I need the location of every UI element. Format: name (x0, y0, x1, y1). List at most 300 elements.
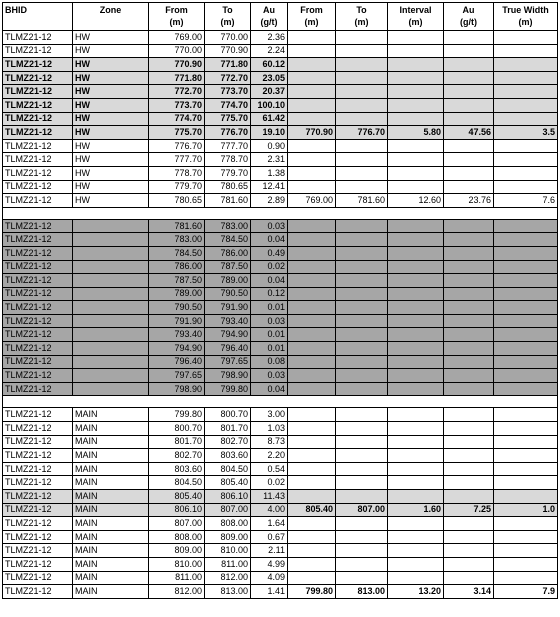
cell-from-composite (288, 369, 336, 383)
cell-from: 774.70 (149, 112, 205, 126)
cell-bhid: TLMZ21-12 (3, 71, 73, 85)
cell-bhid: TLMZ21-12 (3, 314, 73, 328)
cell-to-composite (336, 287, 388, 301)
cell-bhid: TLMZ21-12 (3, 139, 73, 153)
cell-bhid: TLMZ21-12 (3, 44, 73, 58)
cell-to-composite (336, 328, 388, 342)
cell-bhid: TLMZ21-12 (3, 503, 73, 517)
cell-to: 805.40 (205, 476, 251, 490)
cell-zone: HW (73, 166, 149, 180)
cell-bhid: TLMZ21-12 (3, 517, 73, 531)
cell-true-width (494, 490, 558, 504)
cell-bhid: TLMZ21-12 (3, 31, 73, 45)
cell-interval (388, 233, 444, 247)
table-row (3, 194, 558, 208)
cell-zone: MAIN (73, 490, 149, 504)
cell-interval (388, 166, 444, 180)
cell-au-composite (444, 58, 494, 72)
cell-to-composite (336, 85, 388, 99)
cell-bhid: TLMZ21-12 (3, 571, 73, 585)
table-row (3, 314, 558, 328)
cell-zone: HW (73, 126, 149, 140)
cell-au: 0.01 (251, 342, 288, 356)
cell-bhid: TLMZ21-12 (3, 112, 73, 126)
cell-from-composite (288, 328, 336, 342)
cell-true-width (494, 98, 558, 112)
cell-au-composite (444, 408, 494, 422)
cell-interval (388, 342, 444, 356)
cell-from-composite (288, 476, 336, 490)
cell-bhid: TLMZ21-12 (3, 585, 73, 599)
cell-au: 0.03 (251, 314, 288, 328)
cell-au-composite (444, 476, 494, 490)
cell-from-composite (288, 246, 336, 260)
cell-from: 808.00 (149, 530, 205, 544)
cell-au: 12.41 (251, 180, 288, 194)
cell-zone: MAIN (73, 503, 149, 517)
cell-interval (388, 328, 444, 342)
cell-au-composite (444, 449, 494, 463)
table-row (3, 328, 558, 342)
cell-interval (388, 219, 444, 233)
cell-to: 774.70 (205, 98, 251, 112)
cell-from-composite (288, 517, 336, 531)
cell-to: 790.50 (205, 287, 251, 301)
cell-from: 771.80 (149, 71, 205, 85)
cell-to: 813.00 (205, 585, 251, 599)
cell-from-composite: 805.40 (288, 503, 336, 517)
cell-from: 800.70 (149, 422, 205, 436)
cell-from-composite (288, 44, 336, 58)
cell-to: 802.70 (205, 435, 251, 449)
cell-from-composite (288, 153, 336, 167)
cell-to: 806.10 (205, 490, 251, 504)
cell-au-composite (444, 112, 494, 126)
cell-bhid: TLMZ21-12 (3, 369, 73, 383)
cell-to-composite (336, 180, 388, 194)
cell-from-composite (288, 31, 336, 45)
cell-interval (388, 476, 444, 490)
cell-au: 2.11 (251, 544, 288, 558)
cell-to: 771.80 (205, 58, 251, 72)
cell-interval (388, 544, 444, 558)
cell-au-composite (444, 342, 494, 356)
cell-from: 805.40 (149, 490, 205, 504)
cell-from-composite (288, 382, 336, 396)
cell-from: 784.50 (149, 246, 205, 260)
table-row (3, 260, 558, 274)
cell-zone: HW (73, 194, 149, 208)
cell-bhid: TLMZ21-12 (3, 530, 73, 544)
cell-to: 804.50 (205, 462, 251, 476)
cell-to: 810.00 (205, 544, 251, 558)
table-row (3, 369, 558, 383)
cell-bhid: TLMZ21-12 (3, 260, 73, 274)
cell-from: 780.65 (149, 194, 205, 208)
table-row (3, 153, 558, 167)
cell-interval (388, 85, 444, 99)
cell-bhid: TLMZ21-12 (3, 422, 73, 436)
cell-to: 793.40 (205, 314, 251, 328)
cell-true-width (494, 180, 558, 194)
cell-true-width (494, 246, 558, 260)
cell-from-composite (288, 342, 336, 356)
cell-au-composite (444, 422, 494, 436)
cell-zone (73, 328, 149, 342)
cell-true-width: 7.9 (494, 585, 558, 599)
cell-zone (73, 342, 149, 356)
cell-from: 790.50 (149, 301, 205, 315)
cell-au-composite (444, 355, 494, 369)
cell-au: 1.38 (251, 166, 288, 180)
cell-true-width (494, 260, 558, 274)
cell-interval (388, 301, 444, 315)
cell-from-composite (288, 571, 336, 585)
table-row (3, 462, 558, 476)
cell-interval (388, 58, 444, 72)
header-zone: Zone (73, 3, 149, 31)
cell-to: 778.70 (205, 153, 251, 167)
table-row (3, 585, 558, 599)
cell-interval: 1.60 (388, 503, 444, 517)
cell-from: 783.00 (149, 233, 205, 247)
cell-to: 772.70 (205, 71, 251, 85)
cell-from: 802.70 (149, 449, 205, 463)
cell-au: 0.04 (251, 382, 288, 396)
cell-interval (388, 449, 444, 463)
cell-au: 0.67 (251, 530, 288, 544)
cell-au: 60.12 (251, 58, 288, 72)
table-row (3, 408, 558, 422)
cell-to: 784.50 (205, 233, 251, 247)
cell-to-composite (336, 98, 388, 112)
cell-to-composite (336, 301, 388, 315)
cell-interval (388, 274, 444, 288)
cell-true-width (494, 435, 558, 449)
cell-bhid: TLMZ21-12 (3, 85, 73, 99)
cell-au: 100.10 (251, 98, 288, 112)
cell-au: 1.41 (251, 585, 288, 599)
cell-bhid: TLMZ21-12 (3, 462, 73, 476)
cell-bhid: TLMZ21-12 (3, 382, 73, 396)
cell-interval (388, 369, 444, 383)
cell-interval: 5.80 (388, 126, 444, 140)
cell-to: 781.60 (205, 194, 251, 208)
cell-to-composite: 781.60 (336, 194, 388, 208)
cell-bhid: TLMZ21-12 (3, 126, 73, 140)
cell-true-width (494, 408, 558, 422)
cell-to: 807.00 (205, 503, 251, 517)
cell-au: 0.54 (251, 462, 288, 476)
cell-from: 797.65 (149, 369, 205, 383)
cell-to: 799.80 (205, 382, 251, 396)
cell-bhid: TLMZ21-12 (3, 166, 73, 180)
cell-au-composite: 23.76 (444, 194, 494, 208)
cell-bhid: TLMZ21-12 (3, 180, 73, 194)
cell-true-width: 3.5 (494, 126, 558, 140)
cell-to: 809.00 (205, 530, 251, 544)
cell-bhid: TLMZ21-12 (3, 342, 73, 356)
cell-zone: MAIN (73, 462, 149, 476)
cell-to: 777.70 (205, 139, 251, 153)
cell-to: 776.70 (205, 126, 251, 140)
cell-au-composite (444, 369, 494, 383)
cell-from: 777.70 (149, 153, 205, 167)
cell-from: 770.00 (149, 44, 205, 58)
table-row (3, 435, 558, 449)
cell-au: 0.03 (251, 369, 288, 383)
cell-from: 769.00 (149, 31, 205, 45)
cell-interval (388, 139, 444, 153)
cell-au: 0.01 (251, 301, 288, 315)
cell-to-composite (336, 44, 388, 58)
cell-bhid: TLMZ21-12 (3, 98, 73, 112)
cell-au-composite (444, 544, 494, 558)
cell-au-composite (444, 462, 494, 476)
cell-from: 793.40 (149, 328, 205, 342)
cell-zone (73, 219, 149, 233)
cell-interval (388, 71, 444, 85)
cell-to-composite (336, 153, 388, 167)
cell-true-width (494, 112, 558, 126)
cell-interval (388, 571, 444, 585)
cell-from-composite (288, 166, 336, 180)
cell-au: 8.73 (251, 435, 288, 449)
cell-from-composite (288, 301, 336, 315)
cell-to-composite (336, 517, 388, 531)
cell-au-composite (444, 517, 494, 531)
header-to-composite: To (m) (336, 3, 388, 31)
cell-bhid: TLMZ21-12 (3, 301, 73, 315)
cell-interval (388, 517, 444, 531)
cell-from-composite (288, 85, 336, 99)
cell-au: 2.31 (251, 153, 288, 167)
cell-zone: HW (73, 98, 149, 112)
cell-to-composite (336, 58, 388, 72)
cell-interval (388, 246, 444, 260)
cell-true-width (494, 233, 558, 247)
cell-true-width (494, 369, 558, 383)
table-row (3, 233, 558, 247)
table-row (3, 31, 558, 45)
cell-au-composite: 7.25 (444, 503, 494, 517)
cell-from-composite (288, 530, 336, 544)
cell-au-composite (444, 246, 494, 260)
cell-bhid: TLMZ21-12 (3, 476, 73, 490)
table-row (3, 530, 558, 544)
cell-from: 798.90 (149, 382, 205, 396)
cell-au-composite (444, 260, 494, 274)
cell-to: 801.70 (205, 422, 251, 436)
cell-zone: MAIN (73, 435, 149, 449)
cell-au: 3.00 (251, 408, 288, 422)
spacer-row (3, 396, 558, 408)
cell-interval: 13.20 (388, 585, 444, 599)
cell-zone: HW (73, 58, 149, 72)
table-row (3, 58, 558, 72)
cell-au: 0.03 (251, 219, 288, 233)
cell-zone: HW (73, 85, 149, 99)
cell-to: 812.00 (205, 571, 251, 585)
cell-zone: MAIN (73, 476, 149, 490)
cell-from-composite (288, 462, 336, 476)
spacer-row (3, 207, 558, 219)
cell-to-composite (336, 369, 388, 383)
cell-to-composite (336, 476, 388, 490)
cell-au-composite (444, 314, 494, 328)
cell-au: 20.37 (251, 85, 288, 99)
cell-zone (73, 369, 149, 383)
cell-zone: MAIN (73, 422, 149, 436)
cell-au-composite (444, 571, 494, 585)
cell-true-width (494, 166, 558, 180)
cell-from-composite (288, 408, 336, 422)
cell-from-composite (288, 274, 336, 288)
cell-true-width (494, 342, 558, 356)
cell-true-width (494, 476, 558, 490)
cell-au: 0.12 (251, 287, 288, 301)
table-row (3, 98, 558, 112)
spacer-cell (3, 396, 558, 408)
cell-au-composite (444, 382, 494, 396)
cell-from: 770.90 (149, 58, 205, 72)
header-row (3, 3, 558, 31)
cell-au: 0.04 (251, 233, 288, 247)
cell-zone: HW (73, 180, 149, 194)
cell-to-composite (336, 382, 388, 396)
table-row (3, 557, 558, 571)
cell-to-composite (336, 435, 388, 449)
cell-to-composite (336, 342, 388, 356)
table-row (3, 571, 558, 585)
cell-au-composite (444, 180, 494, 194)
table-row (3, 449, 558, 463)
cell-from-composite: 799.80 (288, 585, 336, 599)
cell-to-composite (336, 314, 388, 328)
cell-to: 791.90 (205, 301, 251, 315)
cell-true-width (494, 44, 558, 58)
cell-interval (388, 112, 444, 126)
table-row (3, 517, 558, 531)
cell-interval (388, 435, 444, 449)
cell-zone (73, 301, 149, 315)
cell-from-composite (288, 180, 336, 194)
cell-from: 811.00 (149, 571, 205, 585)
cell-from-composite (288, 219, 336, 233)
table-row (3, 490, 558, 504)
table-row (3, 246, 558, 260)
table-row (3, 544, 558, 558)
cell-au: 0.90 (251, 139, 288, 153)
cell-au: 23.05 (251, 71, 288, 85)
cell-to: 775.70 (205, 112, 251, 126)
cell-au: 11.43 (251, 490, 288, 504)
cell-bhid: TLMZ21-12 (3, 287, 73, 301)
cell-au: 2.89 (251, 194, 288, 208)
cell-interval (388, 260, 444, 274)
cell-interval (388, 44, 444, 58)
cell-to: 811.00 (205, 557, 251, 571)
cell-from-composite (288, 314, 336, 328)
cell-to-composite (336, 31, 388, 45)
cell-au-composite (444, 166, 494, 180)
table-row (3, 126, 558, 140)
cell-from-composite (288, 233, 336, 247)
cell-au-composite (444, 530, 494, 544)
cell-to-composite (336, 355, 388, 369)
cell-interval (388, 530, 444, 544)
cell-au-composite (444, 287, 494, 301)
cell-au: 4.99 (251, 557, 288, 571)
cell-bhid: TLMZ21-12 (3, 233, 73, 247)
cell-to-composite (336, 219, 388, 233)
header-au: Au (g/t) (251, 3, 288, 31)
cell-zone (73, 246, 149, 260)
cell-to-composite: 813.00 (336, 585, 388, 599)
cell-interval (388, 422, 444, 436)
cell-interval (388, 408, 444, 422)
assay-table (2, 2, 558, 599)
cell-true-width (494, 517, 558, 531)
table-row (3, 422, 558, 436)
cell-to: 794.90 (205, 328, 251, 342)
header-bhid: BHID (3, 3, 73, 31)
cell-from: 810.00 (149, 557, 205, 571)
cell-au-composite: 47.56 (444, 126, 494, 140)
cell-true-width (494, 530, 558, 544)
cell-to: 773.70 (205, 85, 251, 99)
cell-true-width (494, 287, 558, 301)
table-body (3, 31, 558, 599)
cell-interval (388, 153, 444, 167)
cell-au: 0.49 (251, 246, 288, 260)
cell-from-composite (288, 355, 336, 369)
cell-true-width (494, 274, 558, 288)
cell-bhid: TLMZ21-12 (3, 274, 73, 288)
table-row (3, 355, 558, 369)
cell-bhid: TLMZ21-12 (3, 355, 73, 369)
cell-zone: HW (73, 44, 149, 58)
cell-from: 791.90 (149, 314, 205, 328)
cell-to: 789.00 (205, 274, 251, 288)
cell-from-composite: 769.00 (288, 194, 336, 208)
cell-bhid: TLMZ21-12 (3, 58, 73, 72)
cell-from: 801.70 (149, 435, 205, 449)
table-row (3, 274, 558, 288)
table-row (3, 166, 558, 180)
header-to: To (m) (205, 3, 251, 31)
table-row (3, 342, 558, 356)
cell-true-width (494, 31, 558, 45)
cell-au-composite (444, 85, 494, 99)
cell-au: 1.64 (251, 517, 288, 531)
cell-to-composite: 776.70 (336, 126, 388, 140)
cell-interval (388, 382, 444, 396)
cell-au: 61.42 (251, 112, 288, 126)
cell-zone (73, 382, 149, 396)
cell-zone: MAIN (73, 585, 149, 599)
cell-au-composite (444, 98, 494, 112)
cell-from: 779.70 (149, 180, 205, 194)
cell-from: 804.50 (149, 476, 205, 490)
cell-interval (388, 490, 444, 504)
cell-true-width (494, 557, 558, 571)
cell-from: 778.70 (149, 166, 205, 180)
cell-interval (388, 98, 444, 112)
cell-au-composite (444, 301, 494, 315)
cell-zone (73, 274, 149, 288)
cell-to: 770.00 (205, 31, 251, 45)
